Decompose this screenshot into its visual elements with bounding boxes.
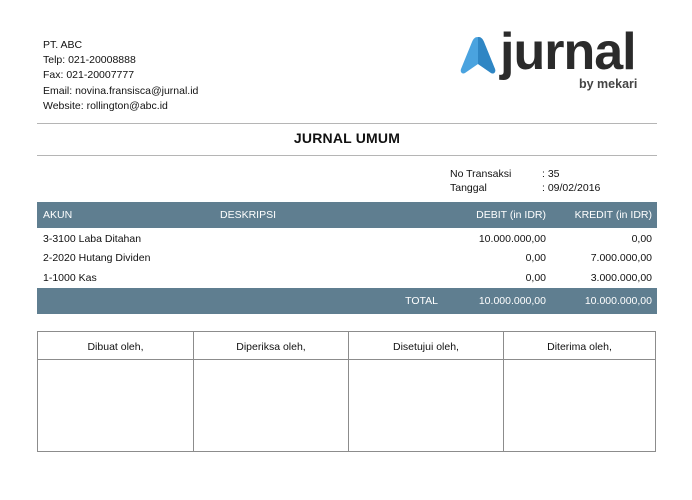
header-akun: AKUN [43,209,73,221]
header-deskripsi: DESKRIPSI [220,209,277,221]
row-kredit: 7.000.000,00 [590,251,652,264]
signature-label: Diperiksa oleh, [194,332,348,360]
row-debit: 0,00 [525,271,546,284]
company-website: Website: rollington@abc.id [43,99,168,112]
signature-column-dibuat [38,332,193,451]
journal-table-header [37,202,657,228]
row-kredit: 3.000.000,00 [590,271,652,284]
logo-wordmark: jurnal [500,23,636,81]
company-name: PT. ABC [43,39,83,51]
company-fax: Fax: 021-20007777 [43,69,135,82]
signature-column-disetujui [348,332,503,451]
signature-box [37,331,656,452]
table-row [37,248,657,267]
table-row [37,268,657,287]
signature-label: Disetujui oleh, [349,332,503,360]
signature-label: Diterima oleh, [504,332,655,360]
total-debit: 10.000.000,00 [478,295,546,307]
journal-table-total [37,288,657,314]
header-kredit: KREDIT (in IDR) [574,209,652,221]
total-label: TOTAL [405,295,438,307]
signature-label: Dibuat oleh, [38,332,193,360]
jurnal-logo-mark-icon [460,36,496,76]
signature-column-diperiksa [193,332,348,451]
date-label: Tanggal [450,182,487,194]
row-debit: 10.000.000,00 [478,232,546,245]
jurnal-logo [460,23,650,95]
header-debit: DEBIT (in IDR) [476,209,546,221]
row-akun: 1-1000 Kas [43,271,97,284]
top-divider [37,123,657,124]
row-akun: 3-3100 Laba Ditahan [43,232,142,245]
company-telp: Telp: 021-20008888 [43,54,136,67]
total-kredit: 10.000.000,00 [584,295,652,307]
table-row [37,229,657,248]
transaction-number-value: : 35 [542,168,560,180]
logo-byline: by mekari [579,77,638,91]
transaction-number-label: No Transaksi [450,168,512,180]
row-debit: 0,00 [525,251,546,264]
row-kredit: 0,00 [631,232,652,245]
document-title: JURNAL UMUM [293,130,401,146]
company-email: Email: novina.fransisca@jurnal.id [43,84,199,97]
company-info [43,38,198,114]
title-divider [37,155,657,156]
date-value: : 09/02/2016 [542,182,601,194]
row-akun: 2-2020 Hutang Dividen [43,251,151,264]
signature-column-diterima [503,332,655,451]
